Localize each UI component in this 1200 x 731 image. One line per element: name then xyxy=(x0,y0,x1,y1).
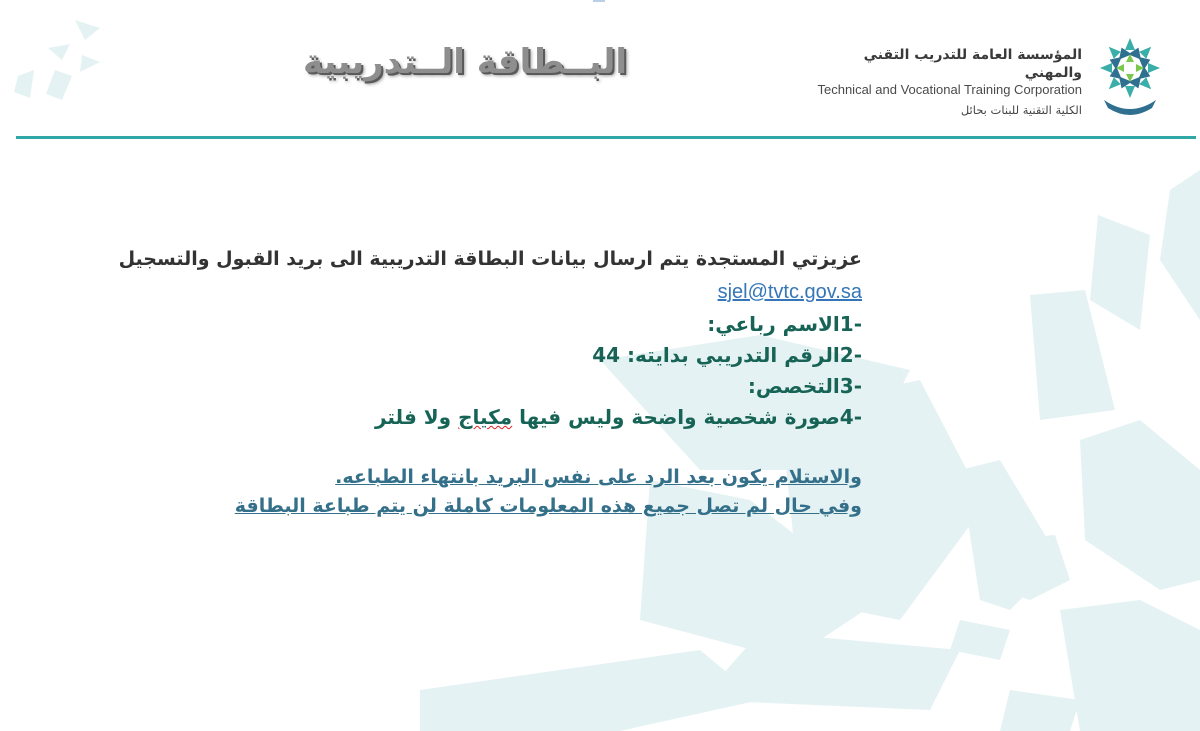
list-item: 4-صورة شخصية واضحة وليس فيها مكياج ولا فلتر xyxy=(374,405,862,429)
note-warning: وفي حال لم تصل جميع هذه المعلومات كاملة لن يتم طباعة البطاقة xyxy=(234,495,862,517)
email-link[interactable]: sjel@tvtc.gov.sa xyxy=(717,281,862,303)
tvtc-logo-icon xyxy=(1090,28,1170,116)
note-receipt: والاستلام يكون بعد الرد على نفس البريد بانتهاء الطباعه. xyxy=(335,466,862,488)
org-name-arabic: المؤسسة العامة للتدريب التقني والمهني xyxy=(863,47,1082,81)
page-title: البــطاقة الــتدريبية xyxy=(302,42,628,82)
organization-block xyxy=(802,46,1082,120)
email-line xyxy=(220,276,862,309)
college-name: الكلية التقنية للبنات بحائل xyxy=(960,103,1082,117)
intro-text: عزيزتي المستجدة يتم ارسال بيانات البطاقة التدريبية الى بريد القبول والتسجيل xyxy=(118,248,862,270)
org-name-english: Technical and Vocational Training Corporation xyxy=(817,82,1082,97)
list-item: 1-الاسم رباعي: xyxy=(707,312,862,336)
header xyxy=(0,0,1200,140)
list-item: 2-الرقم التدريبي بدايته: 44 xyxy=(592,343,862,367)
message-body xyxy=(118,243,862,521)
list-item: 3-التخصص: xyxy=(747,374,862,398)
header-divider xyxy=(16,136,1196,139)
spellcheck-flagged-word: مكياج xyxy=(458,405,513,429)
